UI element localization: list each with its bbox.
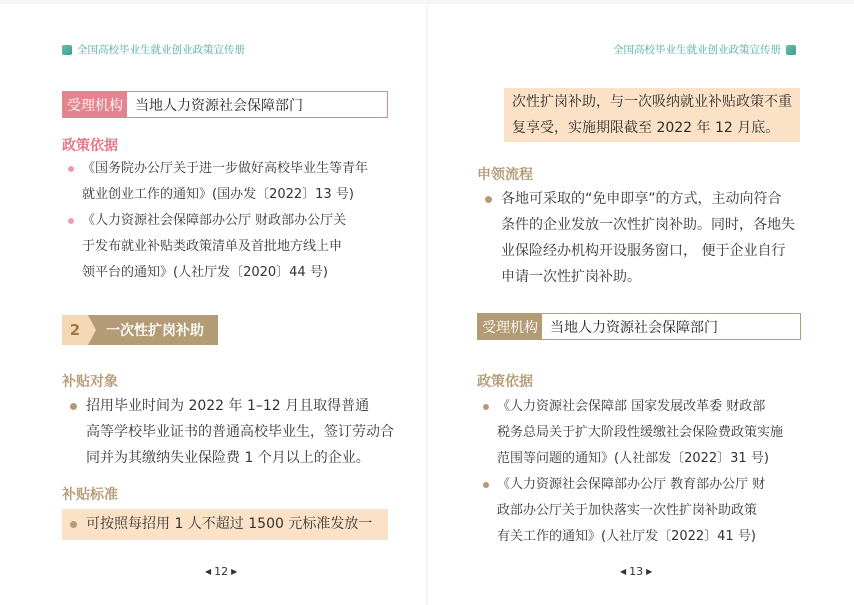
page-number-left: ◀ 12 ▶ — [205, 565, 238, 578]
subsidy-standard-heading: 补贴标准 — [62, 487, 118, 503]
policy-basis-heading: 政策依据 — [62, 138, 118, 154]
header-square-icon — [786, 45, 796, 55]
agency-box-right — [477, 313, 801, 340]
running-head-text: 全国高校毕业生就业创业政策宣传册 — [77, 44, 245, 56]
running-head-right — [613, 42, 796, 57]
agency-tag: 受理机构 — [63, 92, 127, 117]
list-item: 各地可采取的“免申即享”的方式，主动向符合 条件的企业发放一次性扩岗补助。同时，各地失 业保险经办机构开设服务窗口， 便于企业自行 申请一次性扩岗补助。 — [477, 186, 817, 290]
bullet-dot-icon — [70, 521, 77, 528]
triangle-right-icon: ▶ — [646, 567, 653, 576]
continued-text-line: 复享受，实施期限截至 2022 年 12 月底。 — [512, 120, 780, 136]
continued-standard-box — [504, 88, 800, 142]
triangle-left-icon: ◀ — [205, 567, 212, 576]
subsidy-standard-list — [62, 511, 388, 537]
section-title: 一次性扩岗补助 — [88, 315, 218, 345]
list-item: 可按照每招用 1 人不超过 1500 元标准发放一 — [62, 511, 388, 537]
policy-basis-list-right — [477, 394, 822, 550]
list-item: 《人力资源社会保障部办公厅 教育部办公厅 财 政部办公厅关于加快落实一次性扩岗补助政策 有关工作的通知》(人社厅发〔2022〕41 号) — [477, 472, 822, 550]
process-heading: 申领流程 — [477, 167, 533, 183]
page-right — [427, 0, 854, 605]
bullet-dot-icon — [485, 196, 492, 203]
bullet-dot-icon — [483, 404, 489, 410]
continued-text-line: 次性扩岗补助，与一次吸纳就业补贴政策不重 — [512, 94, 792, 110]
bullet-dot-icon — [68, 166, 74, 172]
process-list — [477, 186, 817, 290]
running-head-text: 全国高校毕业生就业创业政策宣传册 — [613, 44, 781, 56]
page-number-right: ◀ 13 ▶ — [620, 565, 653, 578]
bullet-dot-icon — [70, 403, 77, 410]
section-number: 2 — [62, 315, 88, 345]
list-item: 招用毕业时间为 2022 年 1–12 月且取得普通 高等学校毕业证书的普通高校毕业生，签订劳动合 同并为其缴纳失业保险费 1 个月以上的企业。 — [62, 393, 402, 471]
agency-tag: 受理机构 — [478, 314, 542, 339]
agency-value: 当地人力资源社会保障部门 — [542, 314, 800, 339]
list-item: 《人力资源社会保障部办公厅 财政部办公厅关 于发布就业补贴类政策清单及首批地方线上申 领平台的通知》(人社厅发〔2020〕44 号) — [62, 208, 402, 286]
bullet-dot-icon — [483, 482, 489, 488]
header-square-icon — [62, 45, 72, 55]
triangle-right-icon: ▶ — [231, 567, 238, 576]
list-item: 《国务院办公厅关于进一步做好高校毕业生等青年 就业创业工作的通知》(国办发〔2022〕13 号) — [62, 156, 402, 208]
bullet-dot-icon — [68, 218, 74, 224]
list-item: 《人力资源社会保障部 国家发展改革委 财政部 税务总局关于扩大阶段性缓缴社会保险费政策实施 范围等问题的通知》(人社部发〔2022〕31 号) — [477, 394, 822, 472]
agency-value: 当地人力资源社会保障部门 — [127, 92, 387, 117]
section-banner — [62, 315, 218, 345]
policy-basis-list-left — [62, 156, 402, 286]
policy-basis-heading: 政策依据 — [477, 374, 533, 390]
triangle-left-icon: ◀ — [620, 567, 627, 576]
subsidy-target-heading: 补贴对象 — [62, 374, 118, 390]
subsidy-standard-box — [62, 509, 388, 540]
running-head-left — [62, 42, 245, 57]
agency-box-left — [62, 91, 388, 118]
subsidy-target-list — [62, 393, 402, 471]
